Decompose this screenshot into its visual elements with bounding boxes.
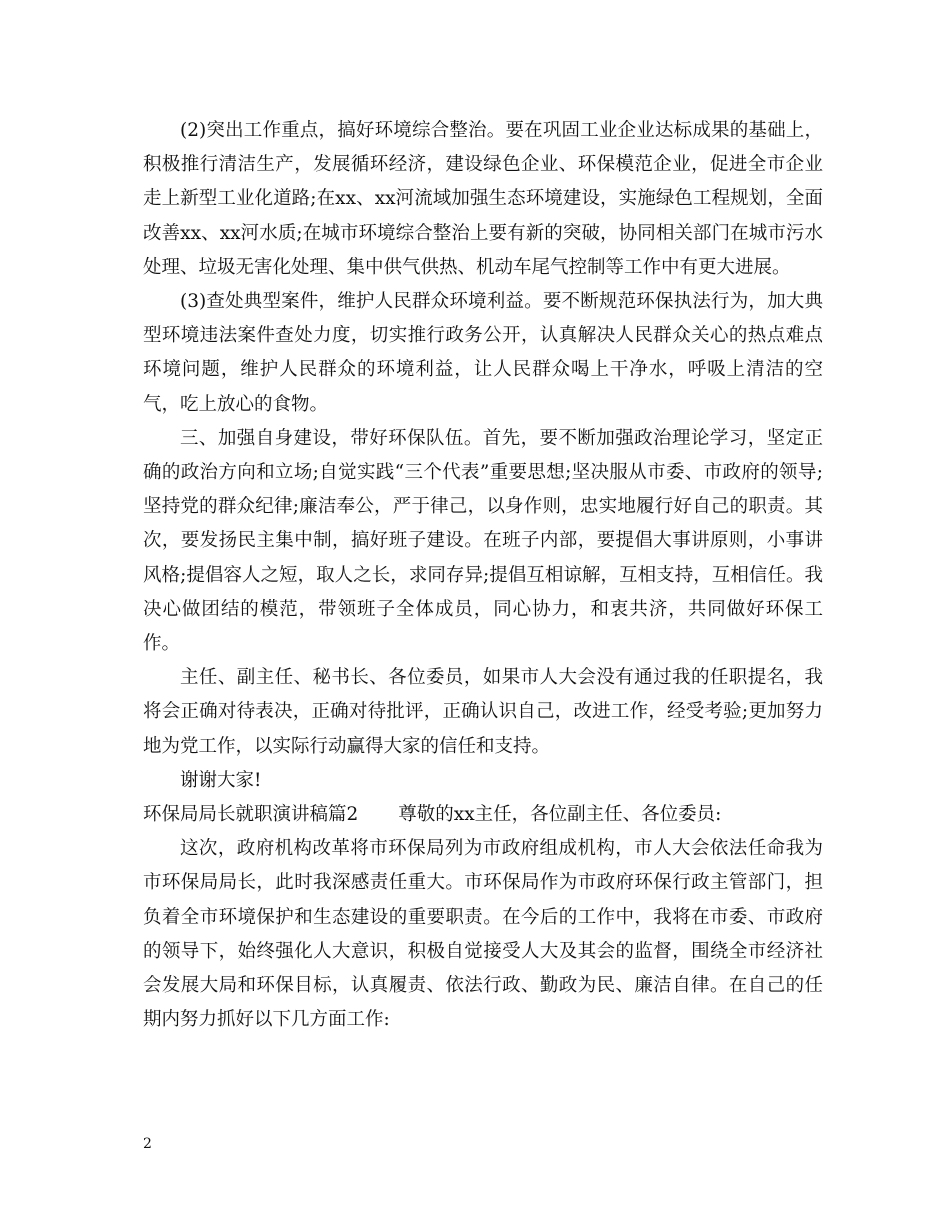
document-body: [143, 114, 823, 1037]
section-heading-line: [143, 798, 823, 832]
salutation: 尊敬的xx主任，各位副主任、各位委员:: [398, 804, 722, 826]
paragraph-point-3: (3)查处典型案件，维护人民群众环境利益。要不断规范环保执法行为，加大典型环境违法案件查处力度，切实推行政务公开，认真解决人民群众关心的热点难点环境问题，维护人民群众的环境利益，让人民群众喝上干净水，呼吸上清洁的空气，吃上放心的食物。: [143, 291, 823, 415]
paragraph-closing-remarks: 主任、副主任、秘书长、各位委员，如果市人大会没有通过我的任职提名，我将会正确对待表决，正确对待批评，正确认识自己，改进工作，经受考验;更加努力地为党工作，以实际行动赢得大家的信任和支持。: [143, 667, 823, 757]
paragraph-thanks: 谢谢大家!: [180, 769, 262, 791]
paragraph-introduction: 这次，政府机构改革将市环保局列为市政府组成机构，市人大会依法任命我为市环保局局长，此时我深感责任重大。市环保局作为市政府环保行政主管部门，担负着全市环境保护和生态建设的重要职责。在今后的工作中，我将在市委、市政府的领导下，始终强化人大意识，积极自觉接受人大及其会的监督，围绕全市经济社会发展大局和环保目标，认真履责、依法行政、勤政为民、廉洁自律。在自己的任期内努力抓好以下几方面工作:: [143, 838, 823, 1031]
page-number: 2: [143, 1136, 152, 1152]
section-title: 环保局局长就职演讲稿篇2: [143, 804, 359, 826]
paragraph-point-2: (2)突出工作重点，搞好环境综合整治。要在巩固工业企业达标成果的基础上，积极推行清洁生产，发展循环经济，建设绿色企业、环保模范企业，促进全市企业走上新型工业化道路;在xx、xx河流域加强生态环境建设，实施绿色工程规划，全面改善xx、xx河水质;在城市环境综合整治上要有新的突破，协同相关部门在城市污水处理、垃圾无害化处理、集中供气供热、机动车尾气控制等工作中有更大进展。: [143, 120, 823, 278]
paragraph-section-3: 三、加强自身建设，带好环保队伍。首先，要不断加强政治理论学习，坚定正确的政治方向和立场;自觉实践“三个代表”重要思想;坚决服从市委、市政府的领导;坚持党的群众纪律;廉洁奉公，严于律己，以身作则，忠实地履行好自己的职责。其次，要发扬民主集中制，搞好班子建设。在班子内部，要提倡大事讲原则，小事讲风格;提倡容人之短，取人之长，求同存异;提倡互相谅解，互相支持，互相信任。我决心做团结的模范，带领班子全体成员，同心协力，和衷共济，共同做好环保工作。: [143, 427, 823, 655]
